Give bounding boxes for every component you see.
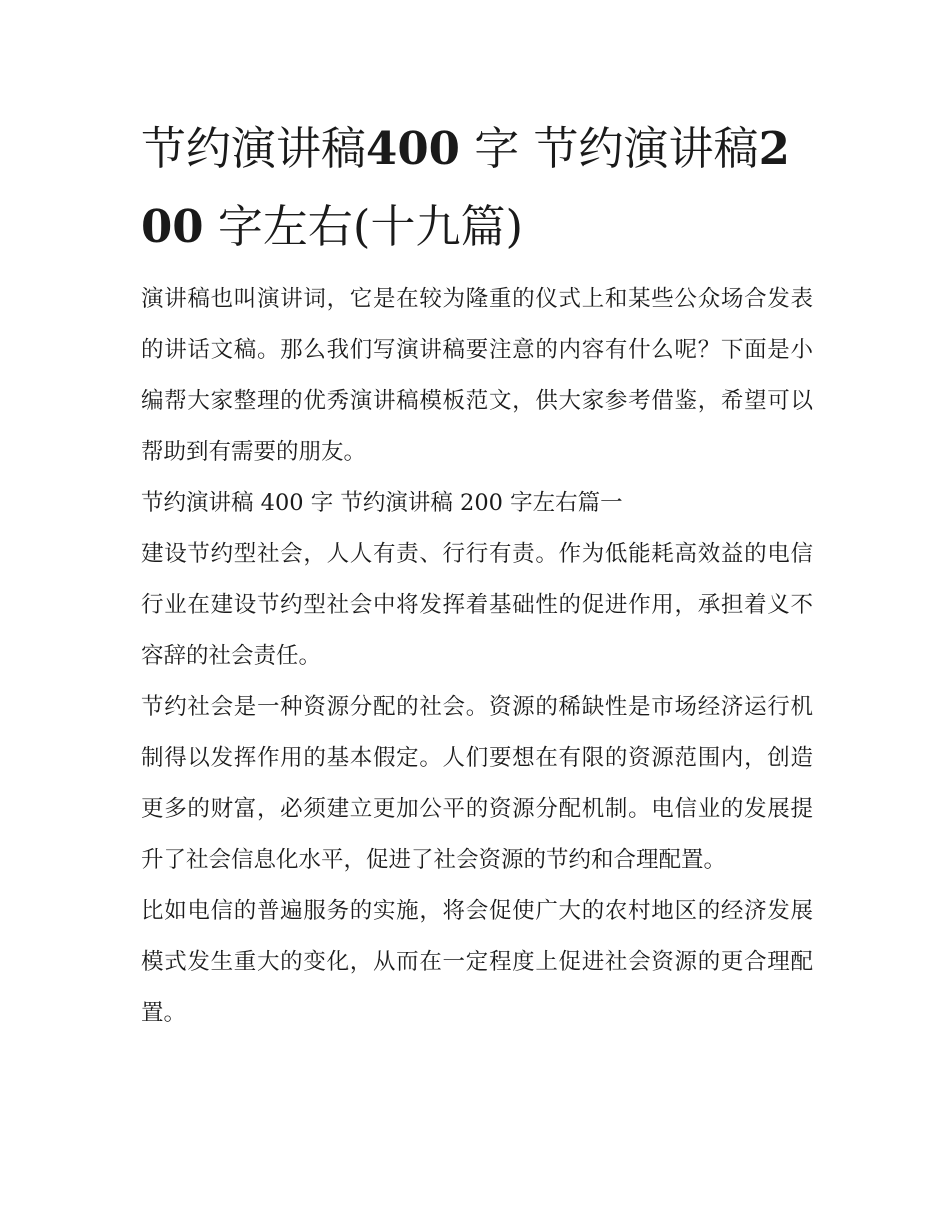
document-title: [141, 110, 813, 266]
section-heading: 节约演讲稿 400 字 节约演讲稿 200 字左右篇一: [141, 490, 623, 516]
document-body: [141, 110, 813, 1039]
title-number-1: 400: [366, 122, 460, 175]
body-paragraph-2: 节约社会是一种资源分配的社会。资源的稀缺性是市场经济运行机制得以发挥作用的基本假定。人们要想在有限的资源范围内，创造更多的财富，必须建立更加公平的资源分配机制。电信业的发展提升了社会信息化水平，促进了社会资源的节约和合理配置。: [141, 694, 813, 873]
title-text-2: 字 节约演讲稿: [459, 122, 759, 175]
title-number-2: 200: [141, 122, 790, 253]
body-paragraph-3: 比如电信的普遍服务的实施，将会促使广大的农村地区的经济发展模式发生重大的变化，从而在一定程度上促进社会资源的更合理配置。: [141, 898, 813, 1026]
intro-paragraph: 演讲稿也叫演讲词，它是在较为隆重的仪式上和某些公众场合发表的讲话文稿。那么我们写演讲稿要注意的内容有什么呢？下面是小编帮大家整理的优秀演讲稿模板范文，供大家参考借鉴，希望可以帮助到有需要的朋友。: [141, 286, 813, 465]
title-text-3: 字左右(十九篇): [203, 200, 524, 253]
body-paragraph-1: 建设节约型社会，人人有责、行行有责。作为低能耗高效益的电信行业在建设节约型社会中将发挥着基础性的促进作用，承担着义不容辞的社会责任。: [141, 541, 813, 669]
title-text-1: 节约演讲稿: [141, 122, 367, 175]
